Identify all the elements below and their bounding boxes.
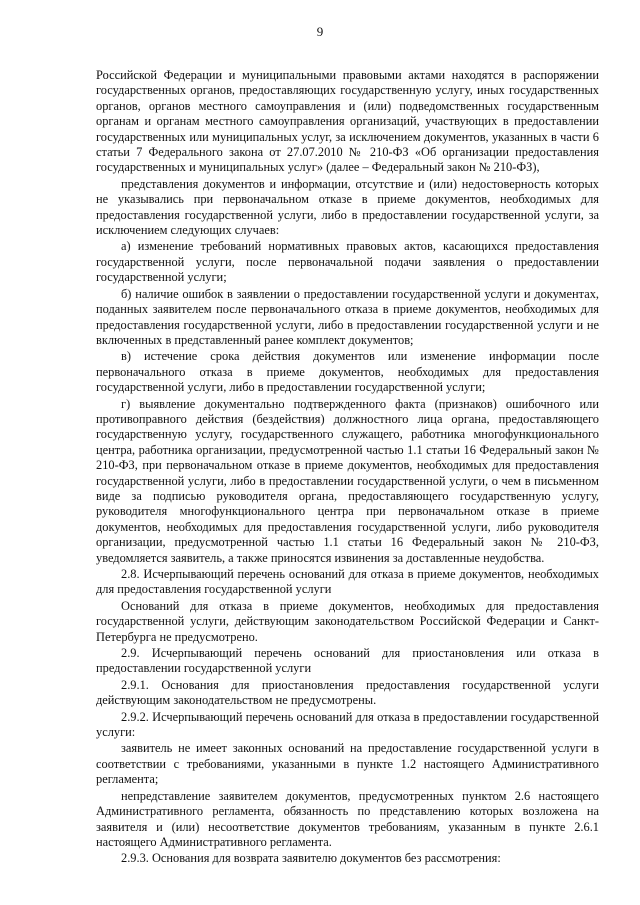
section-2-8-body: Оснований для отказа в приеме документов, необходимых для предоставления государственной услуги, действующим законодательством Российской Федерации и Санкт-Петербурга не предусмотрено. [96, 598, 599, 644]
paragraph-case-d: г) выявление документально подтвержденного факта (признаков) ошибочного или противоправного действия (бездействия) должностного лица органа, предоставляющего государственную услугу, государственного служащего, работника многофункционального центра, работника организации, предусмотренной частью 1.1 статьи 16 Федеральный закон № 210-ФЗ, при первоначальном отказе в приеме документов, необходимых для предоставления государственной услуги, либо в предоставлении государственной услуги, о чем в письменном виде за подписью руководителя органа, предоставляющего государственную услугу, руководителя многофункционального центра при первоначальном отказе в приеме документов, необходимых для предоставления государственной услуги, либо руководителя организации, предусмотренной частью 1.1 статьи 16 Федеральный закон № 210-ФЗ, уведомляется заявитель, а также приносятся извинения за доставленные неудобства. [96, 396, 599, 565]
section-2-9-heading: 2.9. Исчерпывающий перечень оснований для приостановления или отказа в предоставлении государственной услуги [96, 646, 599, 676]
paragraph-continuation: Российской Федерации и муниципальными правовыми актами находятся в распоряжении государственных органов, предоставляющих государственную услугу, иных государственных органов, органов местного самоуправления и (или) подведомственных государственным органам и органам местного самоуправления организаций, участвующих в предоставлении государственных или муниципальных услуг, за исключением документов, указанных в части 6 статьи 7 Федерального закона от 27.07.2010 № 210-ФЗ «Об организации предоставления государственных и муниципальных услуг» (далее – Федеральный закон № 210-ФЗ), [96, 68, 599, 175]
section-2-9-1: 2.9.1. Основания для приостановления предоставления государственной услуги действующим законодательством не предусмотрены. [96, 677, 599, 708]
refusal-reason-2: непредставление заявителем документов, предусмотренных пунктом 2.6 настоящего Административного регламента, обязанность по представлению которых возложена на заявителя и (или) несоответствие документов требованиям, указанным в пункте 2.6.1 настоящего Административного регламента. [96, 788, 599, 849]
paragraph-case-b: б) наличие ошибок в заявлении о предоставлении государственной услуги и документах, поданных заявителем после первоначального отказа в приеме документов, необходимых для предоставления государственной услуги, либо в предоставлении государственной услуги и не включенных в представленный ранее комплект документов; [96, 286, 599, 347]
section-2-8-heading: 2.8. Исчерпывающий перечень оснований для отказа в приеме документов, необходимых для предоставления государственной услуги [96, 567, 599, 597]
paragraph-case-a: а) изменение требований нормативных правовых актов, касающихся предоставления государственной услуги, после первоначальной подачи заявления о предоставлении государственной услуги; [96, 239, 599, 285]
refusal-reason-1: заявитель не имеет законных оснований на предоставление государственной услуги в соответствии с требованиями, указанными в пункте 1.2 настоящего Административного регламента; [96, 741, 599, 787]
paragraph-documents-requirement: представления документов и информации, отсутствие и (или) недостоверность которых не указывались при первоначальном отказе в приеме документов, необходимых для предоставления государственной услуги, либо в предоставлении государственной услуги, за исключением следующих случаев: [96, 176, 599, 238]
document-body [96, 68, 599, 867]
section-2-9-2: 2.9.2. Исчерпывающий перечень оснований для отказа в предоставлении государственной услуги: [96, 709, 599, 740]
section-2-9-3: 2.9.3. Основания для возврата заявителю документов без рассмотрения: [121, 851, 501, 866]
paragraph-case-c: в) истечение срока действия документов или изменение информации после первоначального отказа в приеме документов, необходимых для предоставления государственной услуги, либо в предоставлении государственной услуги; [96, 349, 599, 395]
page-number: 9 [316, 24, 324, 39]
